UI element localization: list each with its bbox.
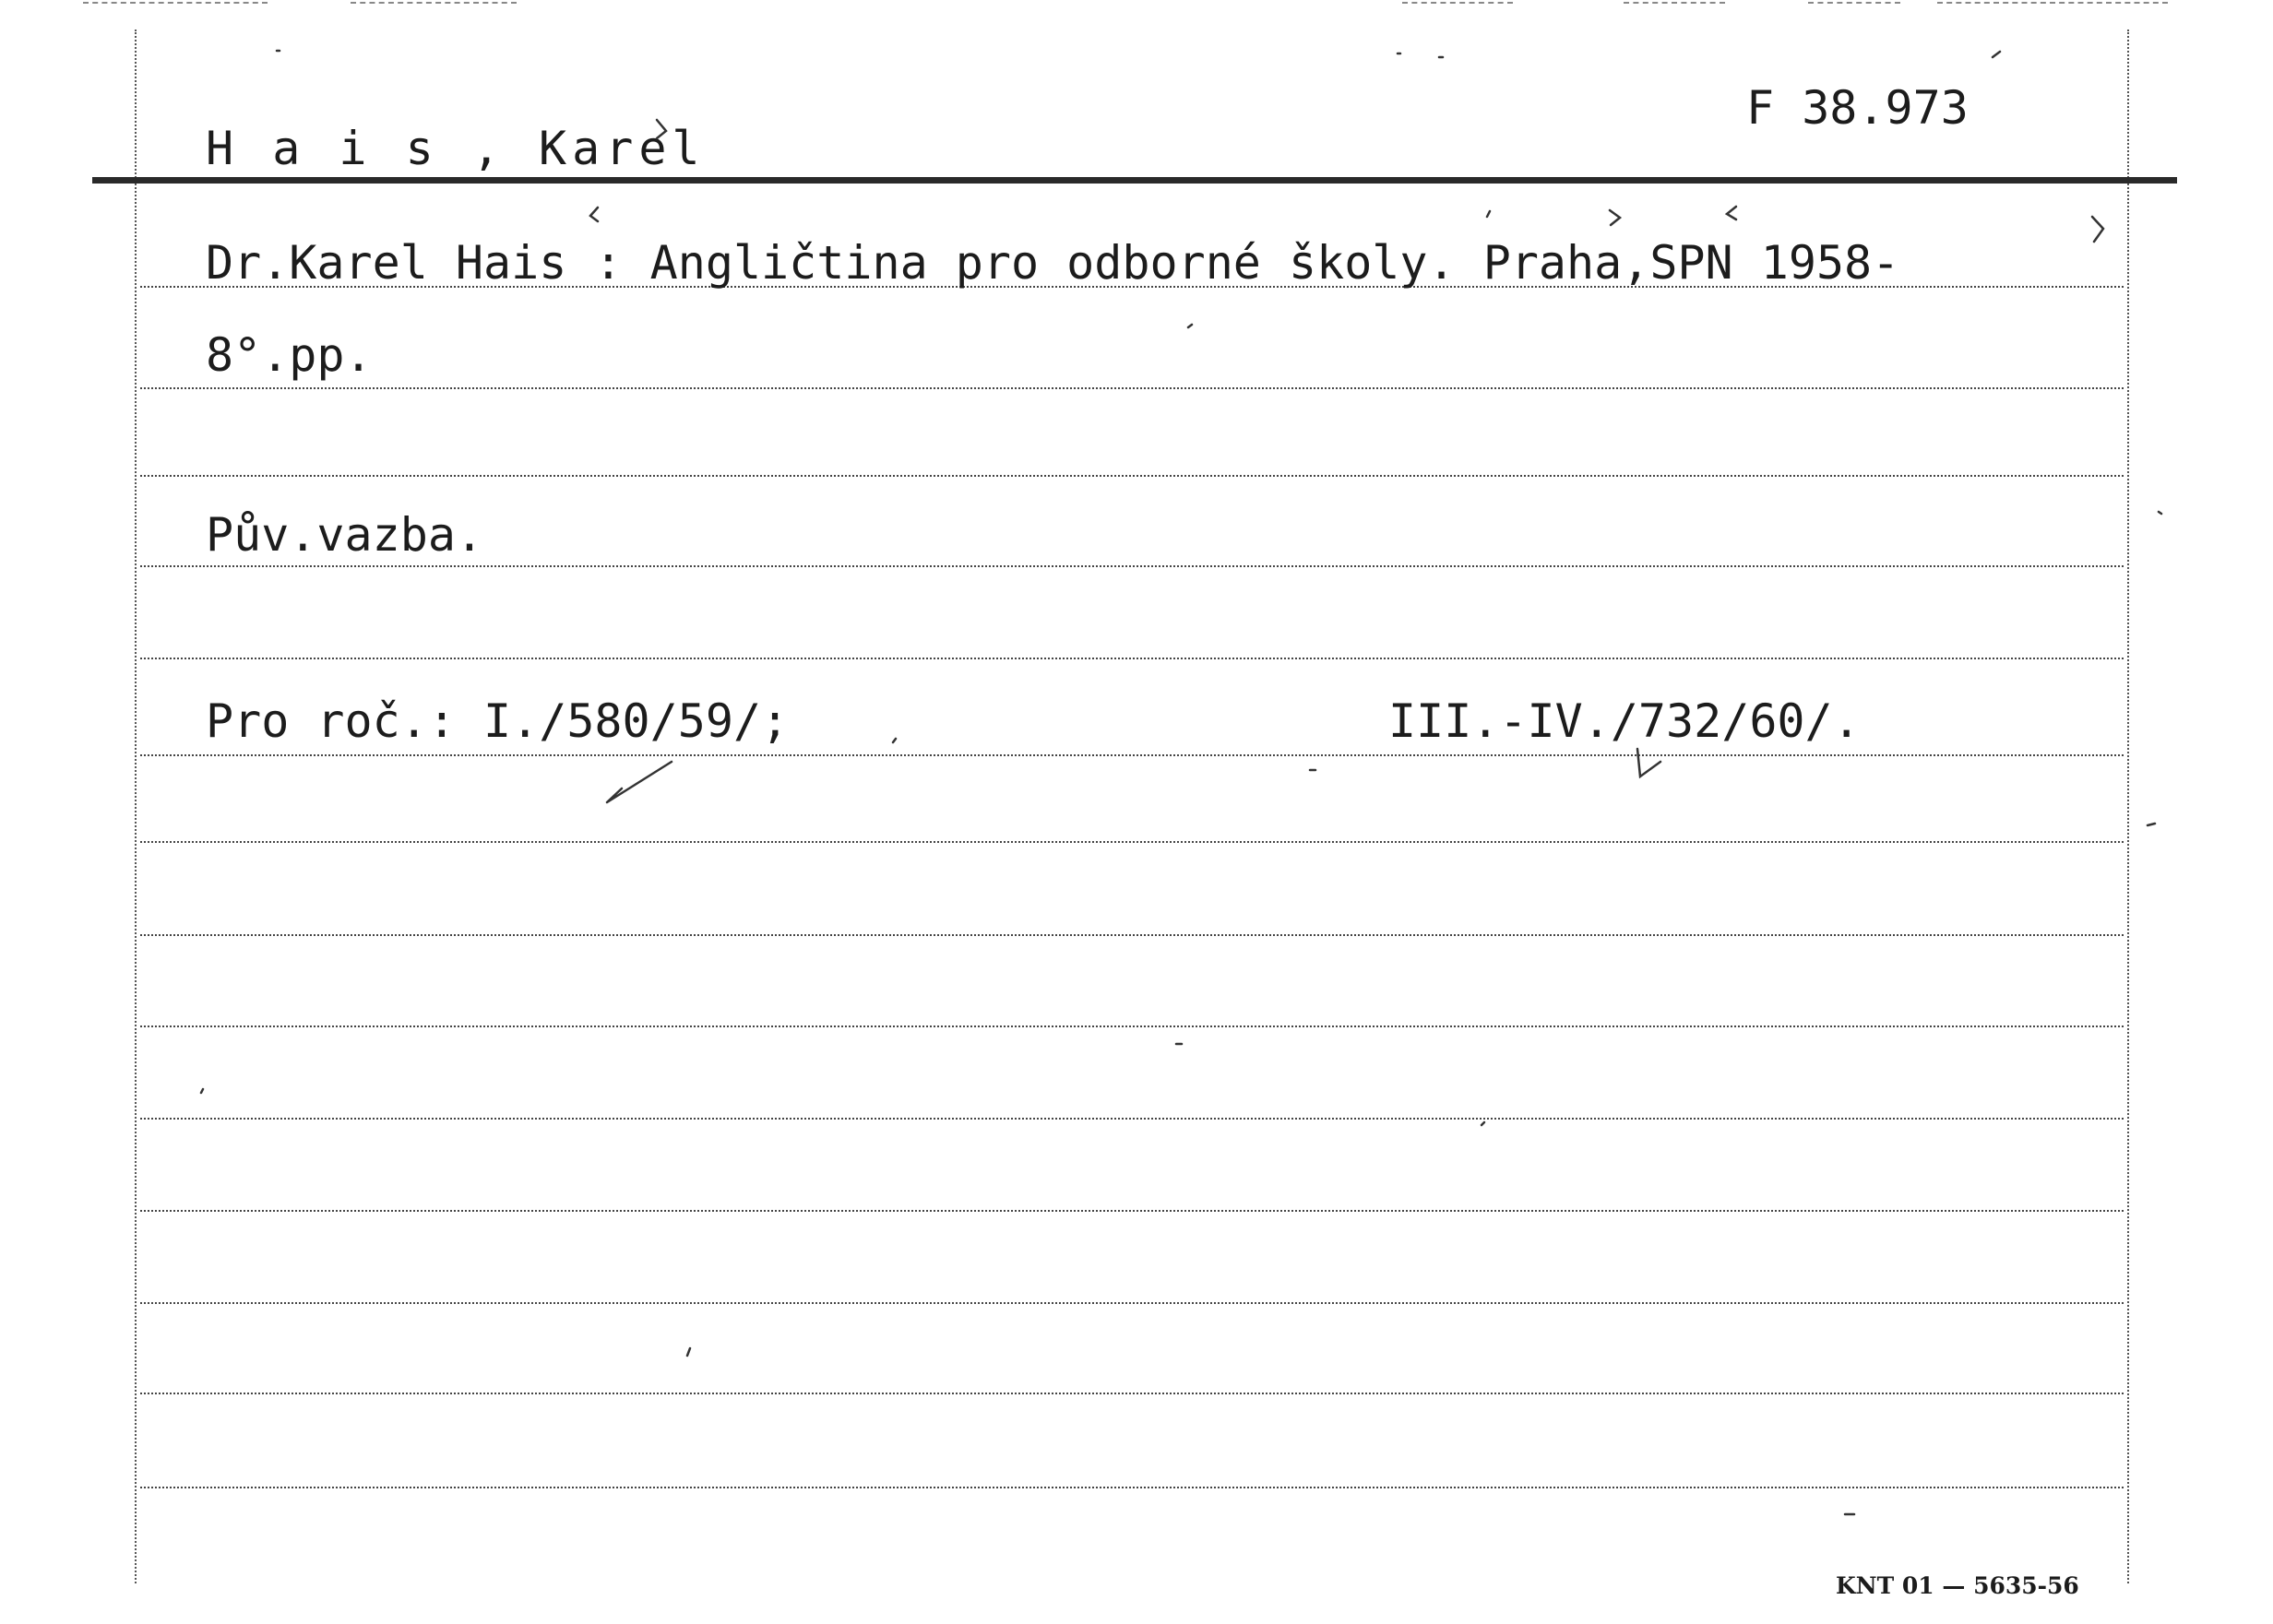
usage-note-left: Pro roč.: I./580/59/;: [206, 694, 790, 748]
pencil-dot: [2159, 512, 2161, 514]
author-heading: H a i s , Karel: [206, 122, 706, 175]
pencil-tick: [607, 762, 672, 802]
pencil-mark: [2092, 217, 2103, 242]
pencil-dot: [201, 1089, 203, 1093]
entry-line-2: 8°.pp.: [206, 328, 373, 382]
pencil-dot: [1993, 52, 2000, 57]
pencil-dot: [2148, 824, 2155, 825]
pencil-dot: [687, 1348, 690, 1356]
pencil-dot: [893, 739, 896, 742]
pencil-mark: [657, 120, 666, 138]
pencil-dot: [1398, 53, 1443, 57]
pencil-mark: [590, 207, 598, 221]
shelf-signature: F 38.973: [1746, 81, 1969, 135]
pencil-dot: [1487, 211, 1490, 217]
pencil-dot: [1482, 1122, 1484, 1125]
binding-note: Pův.vazba.: [206, 508, 484, 562]
pencil-mark: [1727, 207, 1736, 219]
usage-note-right: III.-IV./732/60/.: [1388, 694, 1861, 748]
pencil-dot: [1188, 325, 1192, 327]
form-code: KNT 01 — 5635-56: [1836, 1572, 2079, 1599]
entry-line-1: Dr.Karel Hais : Angličtina pro odborné školy. Praha,SPN 1958-: [206, 236, 1900, 290]
pencil-tick: [1637, 749, 1660, 776]
pencil-mark: [1610, 210, 1620, 225]
